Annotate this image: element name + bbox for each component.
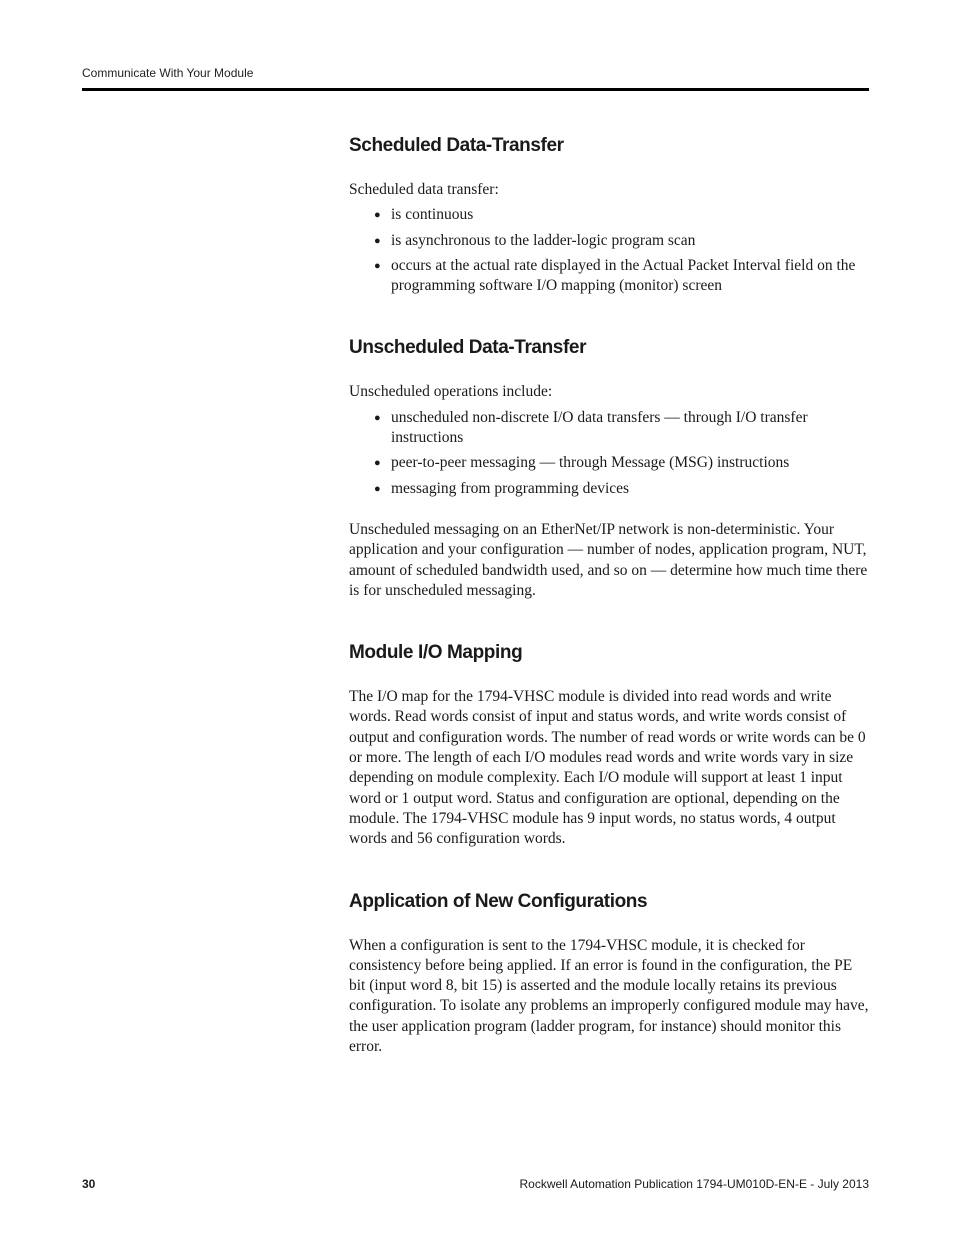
bullet-icon: ●	[374, 209, 381, 222]
publication-info: Rockwell Automation Publication 1794-UM010D-EN-E - July 2013	[519, 1177, 869, 1191]
section-heading: Unscheduled Data-Transfer	[349, 337, 587, 359]
bullet-list	[349, 205, 871, 296]
section-body: The I/O map for the 1794-VHSC module is divided into read words and write words. Read words consist of input and status words, and write words consist of output and configuration words. The number of read words or write words can be 0 or more. The length of each I/O modules read words and write words vary in size depending on module complexity. Each I/O module will support at least 1 input word or 1 output word. Status and configuration are optional, depending on the module. The 1794-VHSC module has 9 input words, no status words, 4 output words and 56 configuration words.	[349, 688, 866, 848]
bullet-icon: ●	[374, 457, 381, 470]
section-heading: Application of New Configurations	[349, 890, 648, 912]
bullet-icon: ●	[374, 259, 381, 272]
list-item: ● occurs at the actual rate displayed in the Actual Packet Interval field on the programming software I/O mapping (monitor) screen	[374, 256, 856, 295]
header-rule	[82, 88, 869, 91]
list-item: ● unscheduled non-discrete I/O data transfers — through I/O transfer instructions	[374, 408, 808, 447]
list-item: ● is asynchronous to the ladder-logic program scan	[391, 231, 871, 251]
section-intro: Unscheduled operations include:	[349, 383, 553, 401]
section-body: When a configuration is sent to the 1794-VHSC module, it is checked for consistency before being applied. If an error is found in the configuration, the PE bit (input word 8, bit 15) is asserted and the module locally retains its previous configuration. To isolate any problems an improperly configured module may have, the user application program (ladder program, for instance) should monitor this error.	[349, 936, 869, 1056]
list-item: ● messaging from programming devices	[391, 479, 871, 499]
list-item: ● is continuous	[391, 205, 871, 225]
section-application-of-new-configurations	[349, 890, 871, 1058]
bullet-icon: ●	[374, 482, 381, 495]
section-module-io-mapping	[349, 641, 871, 849]
bullet-icon: ●	[374, 234, 381, 247]
list-item: ● peer-to-peer messaging — through Message (MSG) instructions	[391, 453, 871, 473]
main-content	[349, 134, 871, 1097]
bullet-icon: ●	[374, 411, 381, 424]
running-header: Communicate With Your Module	[82, 66, 254, 80]
bullet-list	[349, 408, 871, 499]
section-heading: Scheduled Data-Transfer	[349, 135, 564, 156]
section-unscheduled-data-transfer	[349, 336, 871, 601]
section-intro: Scheduled data transfer:	[349, 181, 499, 198]
page-number: 30	[82, 1177, 96, 1191]
section-heading: Module I/O Mapping	[349, 642, 523, 664]
section-body: Unscheduled messaging on an EtherNet/IP network is non-deterministic. Your application and your configuration — number of nodes, application program, NUT, amount of scheduled bandwidth used, and so on — determine how much time there is for unscheduled messaging.	[349, 520, 868, 599]
section-scheduled-data-transfer	[349, 134, 871, 296]
